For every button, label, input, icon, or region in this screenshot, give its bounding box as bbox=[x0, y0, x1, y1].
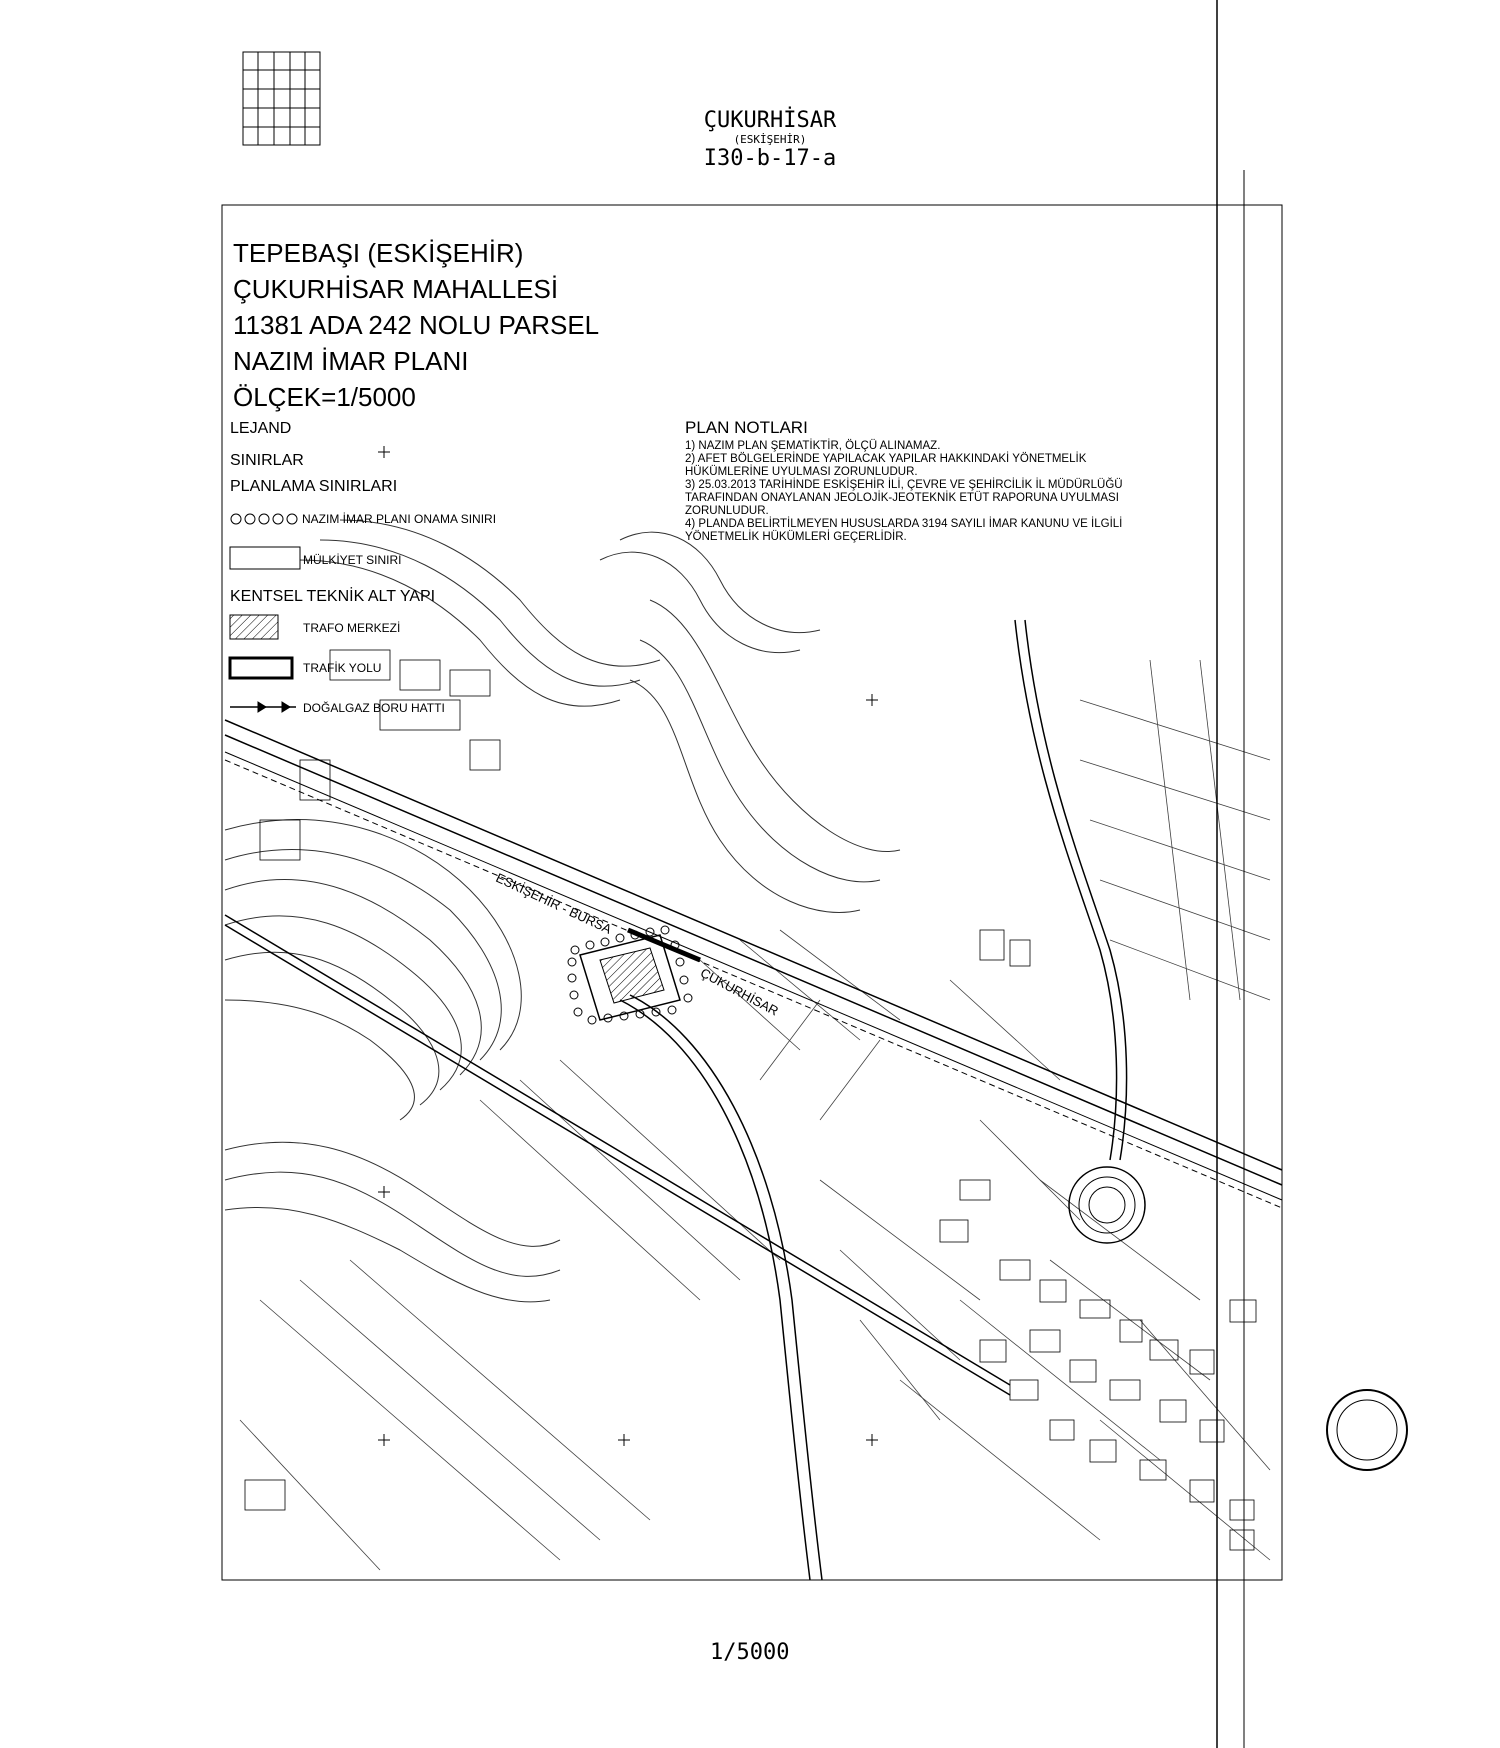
note-3a: 3) 25.03.2013 TARİHİNDE ESKİŞEHİR İLİ, ÇEVRE VE ŞEHİRCİLİK İL MÜDÜRLÜĞÜ bbox=[685, 479, 1123, 491]
sheet-province: (ESKİŞEHİR) bbox=[733, 133, 807, 146]
title-line-5: ÖLÇEK=1/5000 bbox=[233, 382, 416, 412]
legend-heading: LEJAND bbox=[230, 420, 292, 437]
road-label-cukurhisar: ÇUKURHİSAR bbox=[697, 965, 781, 1019]
note-1: 1) NAZIM PLAN ŞEMATİKTİR, ÖLÇÜ ALINAMAZ. bbox=[685, 440, 941, 452]
sheet-name: ÇUKURHİSAR bbox=[703, 108, 837, 133]
note-4b: YÖNETMELİK HÜKÜMLERİ GEÇERLİDİR. bbox=[685, 531, 907, 543]
legend-item-trafo: TRAFO MERKEZİ bbox=[303, 621, 401, 635]
note-2a: 2) AFET BÖLGELERİNDE YAPILACAK YAPILAR HAKKINDAKİ YÖNETMELİK bbox=[685, 453, 1087, 465]
note-3b: TARAFINDAN ONAYLANAN JEOLOJİK-JEOTEKNİK ETÜT RAPORUNA UYULMASI bbox=[685, 492, 1119, 504]
plan-notes bbox=[685, 418, 1285, 544]
title-block bbox=[233, 235, 753, 415]
legend-group-altyapi: KENTSEL TEKNİK ALT YAPI bbox=[230, 588, 436, 605]
subject-parcel bbox=[580, 930, 700, 1020]
sheet-header bbox=[640, 108, 900, 171]
index-grid bbox=[243, 52, 320, 145]
title-line-3: 11381 ADA 242 NOLU PARSEL bbox=[233, 310, 600, 340]
legend-item-dogalgaz: DOĞALGAZ BORU HATTI bbox=[303, 701, 445, 715]
legend-group-sinirlar: SINIRLAR bbox=[230, 452, 304, 469]
settlement-blocks bbox=[245, 760, 1256, 1550]
stamp-seal bbox=[1327, 1390, 1407, 1470]
title-line-4: NAZIM İMAR PLANI bbox=[233, 346, 469, 376]
legend-item-trafik: TRAFİK YOLU bbox=[303, 661, 382, 675]
sheet-code: I30-b-17-a bbox=[703, 146, 837, 171]
note-2b: HÜKÜMLERİNE UYULMASI ZORUNLUDUR. bbox=[685, 466, 918, 478]
plan-notes-heading: PLAN NOTLARI bbox=[685, 418, 808, 437]
curved-road bbox=[620, 995, 822, 1580]
title-line-1: TEPEBAŞI (ESKİŞEHİR) bbox=[233, 238, 524, 268]
grid-crosses bbox=[378, 446, 878, 1446]
legend-item-mulkiyet: MÜLKİYET SINIRI bbox=[303, 553, 402, 567]
road-label-eskisehir-bursa: ESKİŞEHİR - BURSA bbox=[493, 870, 614, 937]
legend-item-onama: NAZIM İMAR PLANI ONAMA SINIRI bbox=[302, 512, 497, 526]
note-4a: 4) PLANDA BELİRTİLMEYEN HUSUSLARDA 3194 SAYILI İMAR KANUNU VE İLGİLİ bbox=[685, 518, 1123, 530]
note-3c: ZORUNLUDUR. bbox=[685, 505, 769, 517]
title-line-2: ÇUKURHİSAR MAHALLESİ bbox=[233, 274, 559, 304]
footer-scale: 1/5000 bbox=[710, 1640, 790, 1665]
legend-symbols bbox=[230, 514, 300, 712]
legend-group-planlama: PLANLAMA SINIRLARI bbox=[230, 478, 398, 495]
stadium bbox=[1069, 1167, 1145, 1243]
